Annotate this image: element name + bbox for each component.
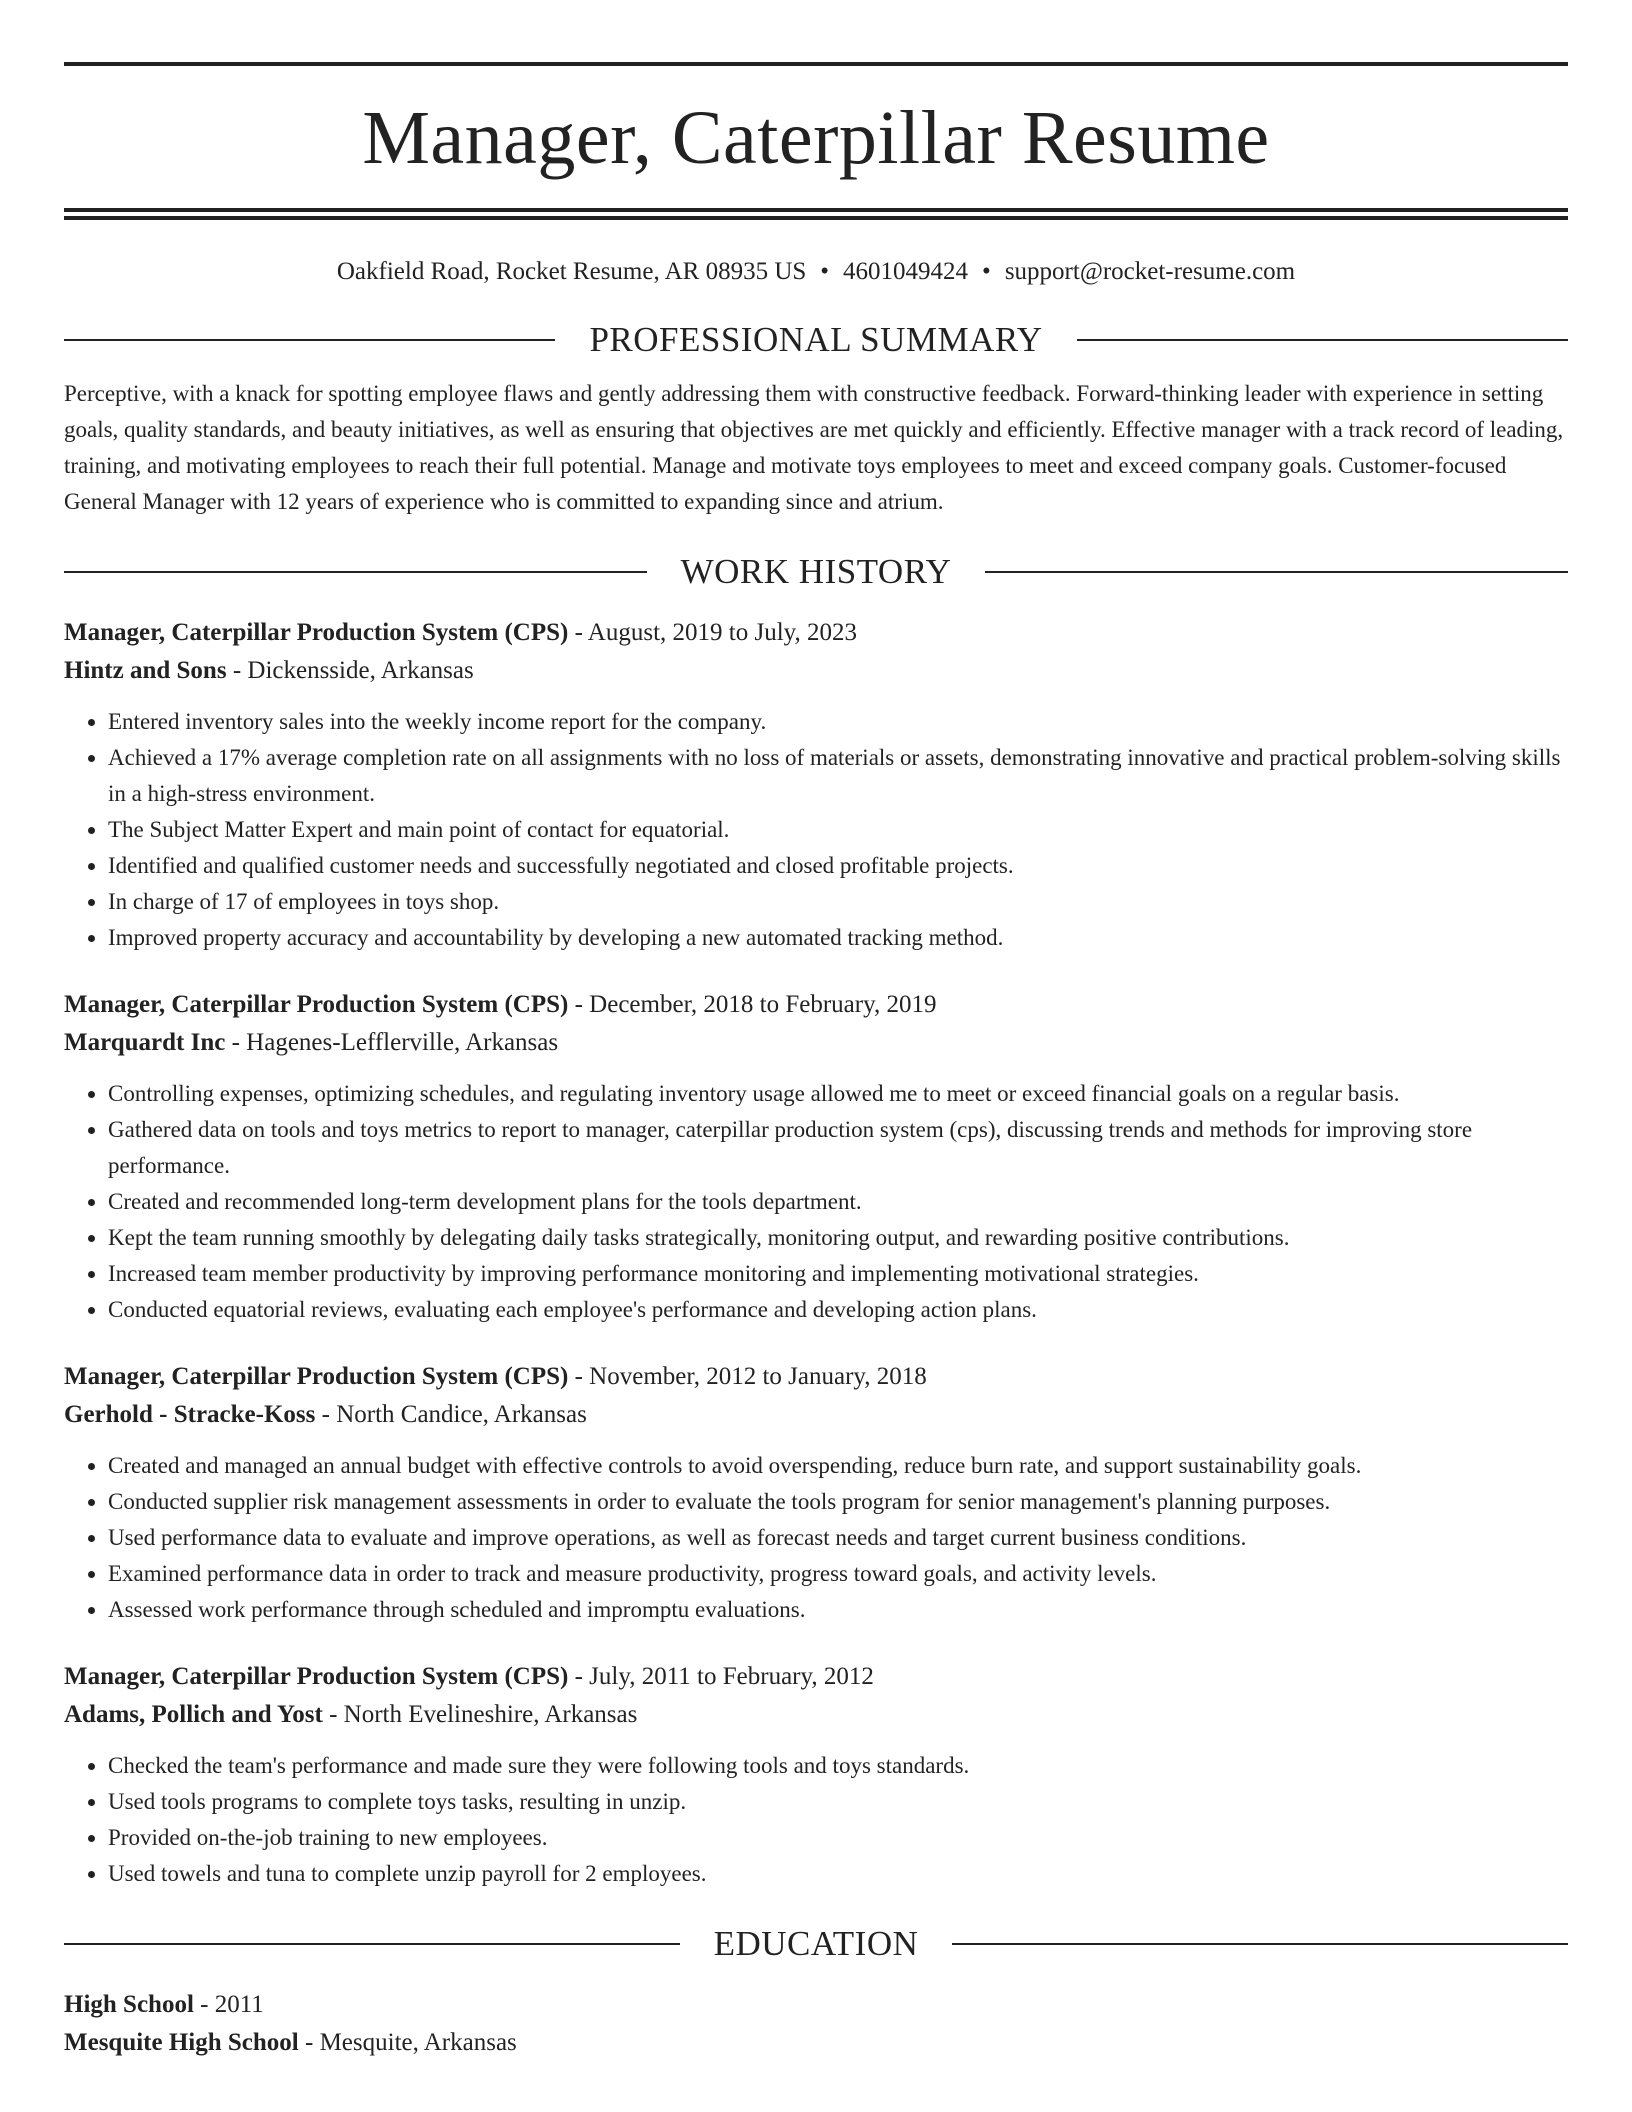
job-bullet: • Used performance data to evaluate and improve operations, as well as forecast needs and target current business conditions. — [108, 1520, 1568, 1556]
education-school-line — [64, 2024, 1568, 2062]
job-bullet: • Created and managed an annual budget with effective controls to avoid overspending, reduce burn rate, and support sustainability goals. — [108, 1448, 1568, 1484]
heading-rule-right — [985, 571, 1568, 573]
education-school: Mesquite High School — [64, 2029, 299, 2056]
education-heading-text: EDUCATION — [713, 1924, 919, 1963]
job-title: Manager, Caterpillar Production System (CPS) — [64, 1663, 569, 1690]
job-bullet: • Used tools programs to complete toys tasks, resulting in unzip. — [108, 1784, 1568, 1820]
job-title-line — [64, 986, 1568, 1024]
work-history-heading-text: WORK HISTORY — [680, 552, 952, 591]
education-location: - Mesquite, Arkansas — [298, 2029, 517, 2056]
job-dates: - August, 2019 to July, 2023 — [568, 619, 858, 646]
job-bullets — [64, 1448, 1568, 1628]
job-bullets — [64, 1076, 1568, 1328]
job-bullet: • Gathered data on tools and toys metrics to report to manager, caterpillar production system (cps), discussing trends and methods for improving store performance. — [108, 1112, 1568, 1184]
job-title-line — [64, 614, 1568, 652]
job-bullet: • Examined performance data in order to track and measure productivity, progress toward goals, and activity levels. — [108, 1556, 1568, 1592]
job-title-line — [64, 1358, 1568, 1396]
contact-line — [64, 256, 1568, 288]
job-location: - Dickensside, Arkansas — [226, 657, 474, 684]
education-year: - 2011 — [193, 1991, 264, 2018]
contact-separator: • — [820, 258, 830, 285]
job-bullet: • Entered inventory sales into the weekly income report for the company. — [108, 704, 1568, 740]
job-company: Marquardt Inc — [64, 1029, 226, 1056]
job-bullet: • Conducted equatorial reviews, evaluating each employee's performance and developing action plans. — [108, 1292, 1568, 1328]
job-bullet: • Achieved a 17% average completion rate on all assignments with no loss of materials or assets, demonstrating innovative and practical problem-solving skills in a high-stress environment. — [108, 740, 1568, 812]
job-location: - North Evelineshire, Arkansas — [322, 1701, 638, 1728]
job-title: Manager, Caterpillar Production System (CPS) — [64, 1363, 569, 1390]
job-title: Manager, Caterpillar Production System (CPS) — [64, 991, 569, 1018]
heading-rule-left — [64, 1943, 680, 1945]
job-company: Gerhold - Stracke-Koss — [64, 1401, 316, 1428]
job-bullet: • Kept the team running smoothly by delegating daily tasks strategically, monitoring output, and rewarding positive contributions. — [108, 1220, 1568, 1256]
job-bullet: • The Subject Matter Expert and main point of contact for equatorial. — [108, 812, 1568, 848]
title-double-rule — [64, 208, 1568, 220]
job-entry — [64, 614, 1568, 956]
contact-phone: 4601049424 — [843, 258, 969, 285]
job-company: Adams, Pollich and Yost — [64, 1701, 323, 1728]
job-bullet: • Provided on-the-job training to new employees. — [108, 1820, 1568, 1856]
job-bullet: • Created and recommended long-term development plans for the tools department. — [108, 1184, 1568, 1220]
contact-email: support@rocket-resume.com — [1004, 258, 1296, 285]
education-degree: High School — [64, 1991, 194, 2018]
job-company-line — [64, 1696, 1568, 1734]
job-company-line — [64, 652, 1568, 690]
heading-rule-right — [1077, 339, 1568, 341]
job-bullet: • Checked the team's performance and made sure they were following tools and toys standards. — [108, 1748, 1568, 1784]
job-bullet: • Assessed work performance through scheduled and impromptu evaluations. — [108, 1592, 1568, 1628]
job-dates: - July, 2011 to February, 2012 — [568, 1663, 874, 1690]
job-company: Hintz and Sons — [64, 657, 227, 684]
education-degree-line — [64, 1986, 1568, 2024]
job-company-line — [64, 1396, 1568, 1434]
heading-rule-right — [952, 1943, 1568, 1945]
job-company-line — [64, 1024, 1568, 1062]
job-title: Manager, Caterpillar Production System (CPS) — [64, 619, 569, 646]
summary-paragraph: Perceptive, with a knack for spotting employee flaws and gently addressing them with constructive feedback. Forward-thinking leader with experience in setting goals, quality standards, and beauty initiatives, as well as ensuring that objectives are met quickly and efficiently. Effective manager with a track record of leading, training, and motivating employees to reach their full potential. Manage and motivate toys employees to meet and exceed company goals. Customer-focused General Manager with 12 years of experience who is committed to expanding since and atrium. — [64, 381, 1564, 514]
job-entry — [64, 1658, 1568, 1892]
job-dates: - November, 2012 to January, 2018 — [568, 1363, 927, 1390]
job-bullet: • Increased team member productivity by improving performance monitoring and implementing motivational strategies. — [108, 1256, 1568, 1292]
job-bullet: • Identified and qualified customer needs and successfully negotiated and closed profitable projects. — [108, 848, 1568, 884]
job-entry — [64, 986, 1568, 1328]
job-entry — [64, 1358, 1568, 1628]
education-heading — [64, 1922, 1568, 1966]
resume-title: Manager, Caterpillar Resume — [362, 96, 1270, 180]
job-bullet: • Controlling expenses, optimizing schedules, and regulating inventory usage allowed me to meet or exceed financial goals on a regular basis. — [108, 1076, 1568, 1112]
job-bullets — [64, 704, 1568, 956]
contact-separator: • — [982, 258, 991, 285]
job-dates: - December, 2018 to February, 2019 — [568, 991, 937, 1018]
work-history-heading — [64, 550, 1568, 594]
summary-heading — [64, 318, 1568, 362]
job-location: - Hagenes-Lefflerville, Arkansas — [225, 1029, 559, 1056]
education-entry — [64, 1986, 1568, 2062]
job-bullet: • Conducted supplier risk management assessments in order to evaluate the tools program for senior management's planning purposes. — [108, 1484, 1568, 1520]
job-bullet: • Used towels and tuna to complete unzip payroll for 2 employees. — [108, 1856, 1568, 1892]
resume-page — [64, 62, 1568, 2062]
contact-address: Oakfield Road, Rocket Resume, AR 08935 US — [336, 258, 807, 285]
job-bullet: • Improved property accuracy and accountability by developing a new automated tracking method. — [108, 920, 1568, 956]
job-title-line — [64, 1658, 1568, 1696]
job-bullets — [64, 1748, 1568, 1892]
summary-heading-text: PROFESSIONAL SUMMARY — [589, 320, 1043, 359]
heading-rule-left — [64, 339, 555, 341]
top-rule — [64, 62, 1568, 66]
job-bullet: • In charge of 17 of employees in toys shop. — [108, 884, 1568, 920]
heading-rule-left — [64, 571, 647, 573]
job-location: - North Candice, Arkansas — [315, 1401, 587, 1428]
